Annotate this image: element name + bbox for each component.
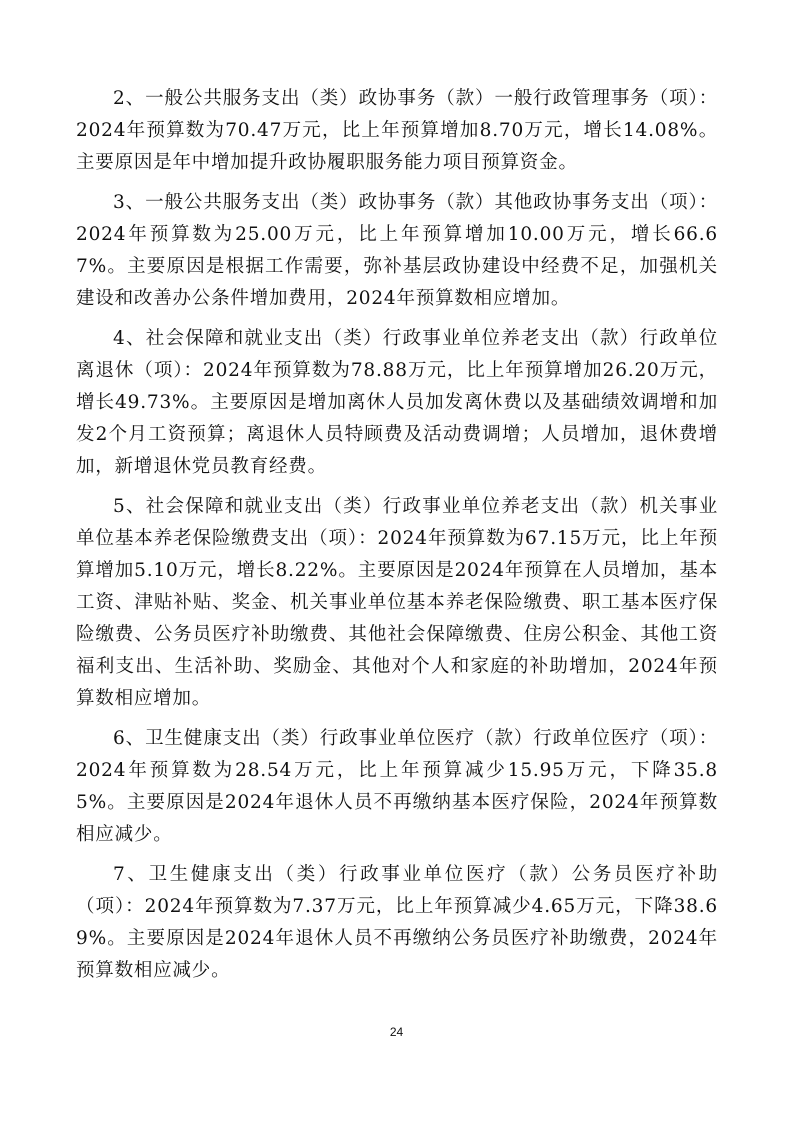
- paragraph-item-2: 2、一般公共服务支出（类）政协事务（款）一般行政管理事务（项）：2024年预算数为70.47万元，比上年预算增加8.70万元，增长14.08%。主要原因是年中增加提升政协履职服务能力项目预算资金。: [76, 88, 718, 173]
- document-body: [76, 83, 718, 995]
- paragraph-item-6: 6、卫生健康支出（类）行政事业单位医疗（款）行政单位医疗（项）：2024年预算数为28.54万元，比上年预算减少15.95万元，下降35.85%。主要原因是2024年退休人员不再缴纳基本医疗保险，2024年预算数相应减少。: [76, 728, 718, 845]
- paragraph-item-3: 3、一般公共服务支出（类）政协事务（款）其他政协事务支出（项）：2024年预算数为25.00万元，比上年预算增加10.00万元，增长66.67%。主要原因是根据工作需要，弥补基层政协建设中经费不足，加强机关建设和改善办公条件增加费用，2024年预算数相应增加。: [76, 192, 718, 309]
- paragraph-item-4: 4、社会保障和就业支出（类）行政事业单位养老支出（款）行政单位离退休（项）：2024年预算数为78.88万元，比上年预算增加26.20万元，增长49.73%。主要原因是增加离休人员加发离休费以及基础绩效调增和加发2个月工资预算；离退休人员特顾费及活动费调增；人员增加，退休费增加，新增退休党员教育经费。: [76, 328, 718, 477]
- paragraph-item-5: 5、社会保障和就业支出（类）行政事业单位养老支出（款）机关事业单位基本养老保险缴费支出（项）：2024年预算数为67.15万元，比上年预算增加5.10万元，增长8.22%。主要原因是2024年预算在人员增加，基本工资、津贴补贴、奖金、机关事业单位基本养老保险缴费、职工基本医疗保险缴费、公务员医疗补助缴费、其他社会保障缴费、住房公积金、其他工资福利支出、生活补助、奖励金、其他对个人和家庭的补助增加，2024年预算数相应增加。: [76, 496, 718, 709]
- page-number: 24: [389, 1025, 404, 1039]
- paragraph-item-7: 7、卫生健康支出（类）行政事业单位医疗（款）公务员医疗补助（项）：2024年预算数为7.37万元，比上年预算减少4.65万元，下降38.69%。主要原因是2024年退休人员不再缴纳公务员医疗补助缴费，2024年预算数相应减少。: [76, 864, 718, 981]
